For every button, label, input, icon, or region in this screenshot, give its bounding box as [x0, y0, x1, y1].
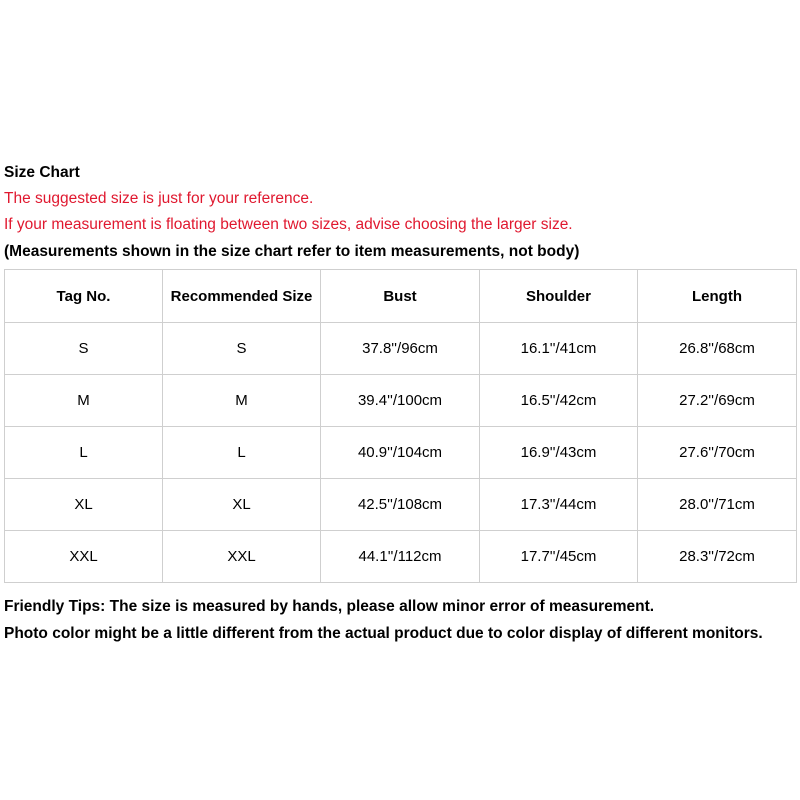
cell-recommended-size: M [163, 375, 321, 427]
header-bust: Bust [321, 270, 480, 323]
cell-tag-no: S [5, 323, 163, 375]
cell-shoulder: 17.7''/45cm [480, 531, 638, 583]
table-row [5, 531, 797, 583]
cell-recommended-size: L [163, 427, 321, 479]
header-tag-no: Tag No. [5, 270, 163, 323]
cell-shoulder: 16.5''/42cm [480, 375, 638, 427]
cell-tag-no: M [5, 375, 163, 427]
larger-size-note: If your measurement is floating between two sizes, advise choosing the larger size. [4, 216, 573, 233]
cell-bust: 37.8''/96cm [321, 323, 480, 375]
photo-color-note: Photo color might be a little different from the actual product due to color display of different monitors. [4, 625, 763, 642]
measurement-note: (Measurements shown in the size chart refer to item measurements, not body) [4, 243, 580, 260]
cell-shoulder: 17.3''/44cm [480, 479, 638, 531]
cell-shoulder: 16.1''/41cm [480, 323, 638, 375]
cell-bust: 42.5''/108cm [321, 479, 480, 531]
table-row [5, 479, 797, 531]
table-row [5, 375, 797, 427]
table-header-row [5, 270, 797, 323]
cell-length: 28.0''/71cm [638, 479, 797, 531]
cell-bust: 44.1''/112cm [321, 531, 480, 583]
cell-recommended-size: XL [163, 479, 321, 531]
cell-tag-no: XXL [5, 531, 163, 583]
cell-shoulder: 16.9''/43cm [480, 427, 638, 479]
header-recommended-size: Recommended Size [163, 270, 321, 323]
cell-tag-no: XL [5, 479, 163, 531]
header-shoulder: Shoulder [480, 270, 638, 323]
cell-length: 28.3''/72cm [638, 531, 797, 583]
cell-length: 26.8''/68cm [638, 323, 797, 375]
friendly-tips-note: Friendly Tips: The size is measured by hands, please allow minor error of measurement. [4, 598, 655, 615]
header-length: Length [638, 270, 797, 323]
cell-length: 27.6''/70cm [638, 427, 797, 479]
size-table [4, 269, 797, 583]
table-row [5, 323, 797, 375]
size-chart-title: Size Chart [4, 164, 80, 181]
cell-recommended-size: XXL [163, 531, 321, 583]
cell-length: 27.2''/69cm [638, 375, 797, 427]
reference-note: The suggested size is just for your reference. [4, 190, 314, 207]
cell-tag-no: L [5, 427, 163, 479]
cell-bust: 40.9''/104cm [321, 427, 480, 479]
table-row [5, 427, 797, 479]
cell-recommended-size: S [163, 323, 321, 375]
cell-bust: 39.4''/100cm [321, 375, 480, 427]
